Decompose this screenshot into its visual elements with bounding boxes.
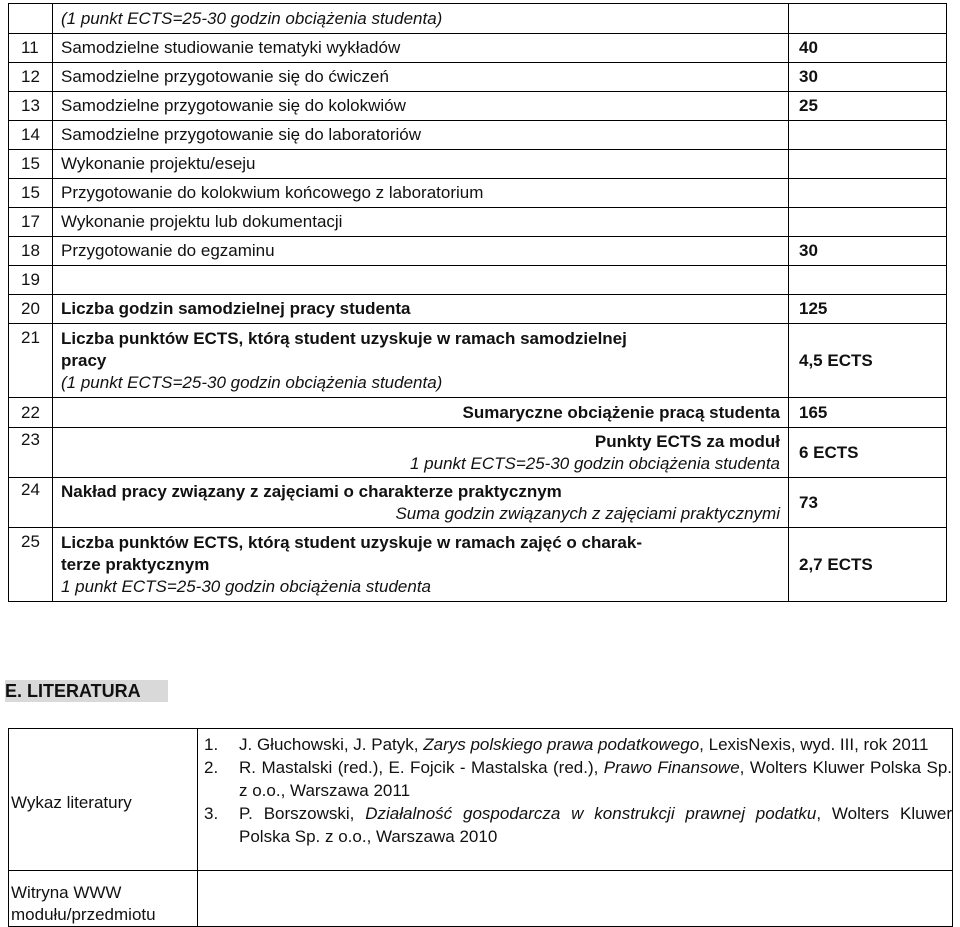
row-number: 15 (9, 150, 53, 179)
row-value: 30 (789, 237, 947, 266)
item-number: 2. (204, 758, 219, 777)
row-number: 23 (9, 428, 53, 478)
row-description (53, 324, 789, 398)
literature-list-label: Wykaz literatury (9, 729, 198, 871)
section-heading-literature: E. LITERATURA (5, 680, 168, 702)
row-number: 24 (9, 478, 53, 528)
row-value (789, 266, 947, 295)
ects-note: 1 punkt ECTS=25-30 godzin obciążenia studenta (410, 453, 780, 473)
row-title-cont: pracy (61, 350, 107, 370)
row-value: 165 (789, 398, 947, 428)
website-value (198, 871, 953, 927)
list-item (204, 756, 952, 802)
row-number: 19 (9, 266, 53, 295)
table-row (9, 4, 947, 34)
table-row (9, 208, 947, 237)
row-value: 125 (789, 295, 947, 324)
item-authors: J. Głuchowski, J. Patyk, (239, 735, 424, 754)
table-row (9, 398, 947, 428)
table-row (9, 324, 947, 398)
hours-note: Suma godzin związanych z zajęciami praktycznymi (395, 503, 780, 523)
row-description: Samodzielne przygotowanie się do kolokwiów (53, 92, 789, 121)
row-description (53, 428, 789, 478)
table-row (9, 871, 953, 927)
item-title: Działalność gospodarcza w konstrukcji prawnej podatku (365, 804, 817, 823)
row-value (789, 208, 947, 237)
row-number: 20 (9, 295, 53, 324)
ects-workload-table (8, 3, 947, 602)
literature-list (198, 729, 953, 871)
table-row (9, 478, 947, 528)
row-description: Samodzielne przygotowanie się do ćwiczeń (53, 63, 789, 92)
item-title: Zarys polskiego prawa podatkowego (423, 735, 700, 754)
row-value: 2,7 ECTS (789, 528, 947, 602)
table-row (9, 266, 947, 295)
table-row (9, 237, 947, 266)
row-value: 73 (789, 478, 947, 528)
table-row (9, 528, 947, 602)
row-value: 6 ECTS (789, 428, 947, 478)
item-publisher: , LexisNexis, wyd. III, rok 2011 (699, 735, 929, 754)
row-number: 15 (9, 179, 53, 208)
row-number: 11 (9, 34, 53, 63)
row-number: 17 (9, 208, 53, 237)
row-description: Przygotowanie do egzaminu (53, 237, 789, 266)
row-title-cont: terze praktycznym (61, 554, 210, 574)
row-number: 14 (9, 121, 53, 150)
website-label: Witryna WWW modułu/przedmiotu (9, 871, 198, 927)
list-item (204, 802, 952, 848)
row-value: 40 (789, 34, 947, 63)
row-description (53, 528, 789, 602)
row-description: Wykonanie projektu lub dokumentacji (53, 208, 789, 237)
row-title: Punkty ECTS za moduł (594, 431, 780, 451)
row-value: 30 (789, 63, 947, 92)
row-description: Samodzielne przygotowanie się do laboratoriów (53, 121, 789, 150)
row-value: 4,5 ECTS (789, 324, 947, 398)
item-authors: P. Borszowski, (239, 804, 366, 823)
table-row (9, 92, 947, 121)
row-title: Liczba punktów ECTS, którą student uzyskuje w ramach samodzielnej (61, 328, 627, 348)
row-number: 13 (9, 92, 53, 121)
item-text (239, 756, 952, 802)
item-authors: R. Mastalski (red.), E. Fojcik - Mastalska (red.), (239, 758, 604, 777)
table-row (9, 121, 947, 150)
row-title: Nakład pracy związany z zajęciami o charakterze praktycznym (61, 481, 562, 501)
row-value (789, 121, 947, 150)
row-value (789, 179, 947, 208)
row-description: Liczba godzin samodzielnej pracy studenta (53, 295, 789, 324)
row-value: 25 (789, 92, 947, 121)
item-publisher: , Wolters Kluwer Polska Sp. z o.o., Warszawa 2010 (239, 804, 952, 846)
item-title: Prawo Finansowe (603, 758, 740, 777)
row-title: Liczba punktów ECTS, którą student uzyskuje w ramach zajęć o charak- (61, 532, 642, 552)
table-row (9, 295, 947, 324)
ects-note: (1 punkt ECTS=25-30 godzin obciążenia studenta) (53, 4, 789, 34)
row-number: 12 (9, 63, 53, 92)
literature-table (8, 728, 953, 927)
row-description (53, 478, 789, 528)
row-number: 22 (9, 398, 53, 428)
item-publisher: , Wolters Kluwer Polska Sp. z o.o., Warszawa 2011 (239, 758, 953, 800)
table-row (9, 729, 953, 871)
item-text (239, 733, 952, 756)
ects-note: (1 punkt ECTS=25-30 godzin obciążenia studenta) (61, 372, 443, 392)
item-text (239, 802, 952, 848)
row-number: 25 (9, 528, 53, 602)
row-value (789, 4, 947, 34)
row-description: Wykonanie projektu/eseju (53, 150, 789, 179)
ects-note: 1 punkt ECTS=25-30 godzin obciążenia studenta (61, 576, 431, 596)
row-number: 18 (9, 237, 53, 266)
row-description: Przygotowanie do kolokwium końcowego z laboratorium (53, 179, 789, 208)
row-number (9, 4, 53, 34)
table-row (9, 63, 947, 92)
row-description: Sumaryczne obciążenie pracą studenta (53, 398, 789, 428)
table-row (9, 150, 947, 179)
table-row (9, 428, 947, 478)
row-description (53, 266, 789, 295)
row-description: Samodzielne studiowanie tematyki wykładów (53, 34, 789, 63)
table-row (9, 34, 947, 63)
item-number: 1. (204, 735, 219, 754)
list-item (204, 733, 952, 756)
item-number: 3. (204, 804, 219, 823)
row-value (789, 150, 947, 179)
row-number: 21 (9, 324, 53, 398)
table-row (9, 179, 947, 208)
